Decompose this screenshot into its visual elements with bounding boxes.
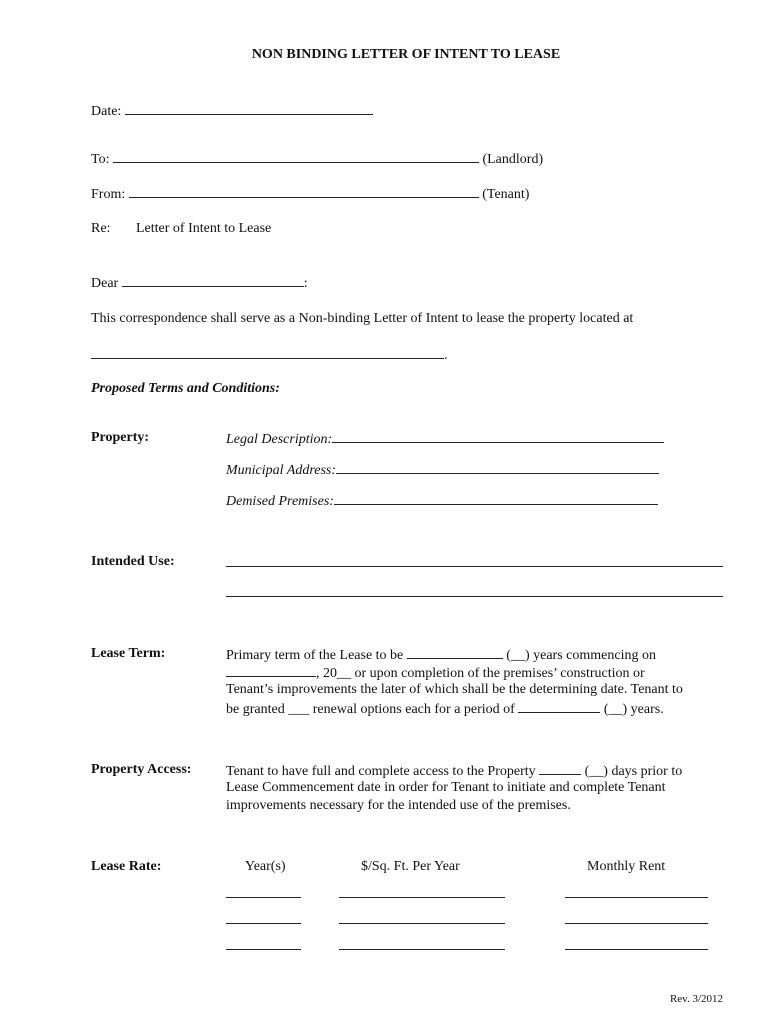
lease-term-text-4: Tenant’s improvements the later of which shall be the determining date. Tenant to bbox=[226, 682, 683, 697]
rate-row-1-rent[interactable] bbox=[565, 885, 708, 898]
salutation-field[interactable] bbox=[122, 274, 304, 287]
lease-term-line-1 bbox=[226, 646, 656, 664]
rate-row-3-rent[interactable] bbox=[565, 937, 708, 950]
from-line bbox=[91, 185, 529, 203]
dear-colon: : bbox=[303, 276, 308, 291]
rate-row-1-rent-wrap bbox=[565, 885, 708, 903]
col-sqft-header: $/Sq. Ft. Per Year bbox=[361, 859, 460, 874]
property-access-text-4: improvements necessary for the intended use of the premises. bbox=[226, 798, 571, 813]
rate-row-2 bbox=[226, 911, 301, 929]
lease-term-text-6: (__) years. bbox=[603, 702, 664, 717]
revision-label: Rev. 3/2012 bbox=[669, 993, 723, 1005]
rate-row-2-years[interactable] bbox=[226, 911, 301, 924]
rate-row-2-sqft-wrap bbox=[339, 911, 505, 929]
from-label: From: bbox=[91, 187, 126, 202]
intro-period: . bbox=[444, 348, 448, 363]
demised-premises-line bbox=[226, 492, 658, 510]
date-line bbox=[91, 102, 373, 120]
lease-term-line-4 bbox=[226, 700, 664, 718]
rate-row-1-sqft-wrap bbox=[339, 885, 505, 903]
lease-term-text-1: Primary term of the Lease to be bbox=[226, 648, 404, 663]
lease-term-text-5: be granted ___ renewal options each for a period of bbox=[226, 702, 515, 717]
col-years-header: Year(s) bbox=[245, 859, 286, 874]
to-line bbox=[91, 150, 543, 168]
tenant-field[interactable] bbox=[129, 185, 479, 198]
rate-row-3-sqft-wrap bbox=[339, 937, 505, 955]
municipal-address-field[interactable] bbox=[336, 461, 659, 474]
rate-row-1-sqft[interactable] bbox=[339, 885, 505, 898]
property-location-field[interactable] bbox=[91, 346, 444, 359]
tenant-suffix: (Tenant) bbox=[482, 187, 530, 202]
salutation-line bbox=[91, 274, 308, 292]
municipal-address-label: Municipal Address: bbox=[226, 463, 337, 478]
legal-description-label: Legal Description: bbox=[226, 432, 333, 447]
rate-row-2-sqft[interactable] bbox=[339, 911, 505, 924]
property-location-line bbox=[91, 346, 448, 364]
rate-row-1-years[interactable] bbox=[226, 885, 301, 898]
terms-heading: Proposed Terms and Conditions: bbox=[91, 381, 280, 396]
property-access-line-1 bbox=[226, 762, 682, 780]
to-label: To: bbox=[91, 152, 110, 167]
property-access-text-3: Lease Commencement date in order for Tenant to initiate and complete Tenant bbox=[226, 780, 666, 795]
property-label: Property: bbox=[91, 430, 150, 445]
intended-use-field-1[interactable] bbox=[226, 554, 723, 567]
property-access-text-2: (__) days prior to bbox=[584, 764, 683, 779]
col-rent-header: Monthly Rent bbox=[587, 859, 666, 874]
rate-row-3 bbox=[226, 937, 301, 955]
legal-description-field[interactable] bbox=[332, 430, 664, 443]
rate-row-2-rent[interactable] bbox=[565, 911, 708, 924]
document-title: NON BINDING LETTER OF INTENT TO LEASE bbox=[251, 47, 561, 62]
demised-premises-label: Demised Premises: bbox=[226, 494, 334, 509]
rate-row-3-years[interactable] bbox=[226, 937, 301, 950]
date-label: Date: bbox=[91, 104, 122, 119]
demised-premises-field[interactable] bbox=[334, 492, 658, 505]
rate-row-1 bbox=[226, 885, 301, 903]
date-field[interactable] bbox=[125, 102, 373, 115]
landlord-field[interactable] bbox=[113, 150, 479, 163]
lease-term-line-2 bbox=[226, 664, 645, 682]
lease-term-years-field[interactable] bbox=[407, 646, 503, 659]
property-access-text-1: Tenant to have full and complete access to the Property bbox=[226, 764, 536, 779]
renewal-period-field[interactable] bbox=[518, 700, 600, 713]
landlord-suffix: (Landlord) bbox=[482, 152, 544, 167]
rate-row-2-rent-wrap bbox=[565, 911, 708, 929]
access-days-field[interactable] bbox=[539, 762, 581, 775]
commencement-date-field[interactable] bbox=[226, 664, 316, 677]
lease-term-text-2: (__) years commencing on bbox=[506, 648, 656, 663]
legal-description-line bbox=[226, 430, 664, 448]
property-access-label: Property Access: bbox=[91, 762, 192, 777]
municipal-address-line bbox=[226, 461, 659, 479]
rate-row-3-rent-wrap bbox=[565, 937, 708, 955]
rate-row-3-sqft[interactable] bbox=[339, 937, 505, 950]
dear-label: Dear bbox=[91, 276, 119, 291]
re-text: Letter of Intent to Lease bbox=[136, 221, 272, 236]
intended-use-line-2 bbox=[226, 584, 723, 602]
lease-term-label: Lease Term: bbox=[91, 646, 166, 661]
intended-use-line-1 bbox=[226, 554, 723, 572]
intended-use-label: Intended Use: bbox=[91, 554, 175, 569]
intro-text: This correspondence shall serve as a Non-binding Letter of Intent to lease the property located at bbox=[91, 311, 634, 326]
lease-rate-label: Lease Rate: bbox=[91, 859, 162, 874]
intended-use-field-2[interactable] bbox=[226, 584, 723, 597]
re-label: Re: bbox=[91, 221, 111, 236]
lease-term-text-3: , 20__ or upon completion of the premises’ construction or bbox=[316, 666, 645, 681]
